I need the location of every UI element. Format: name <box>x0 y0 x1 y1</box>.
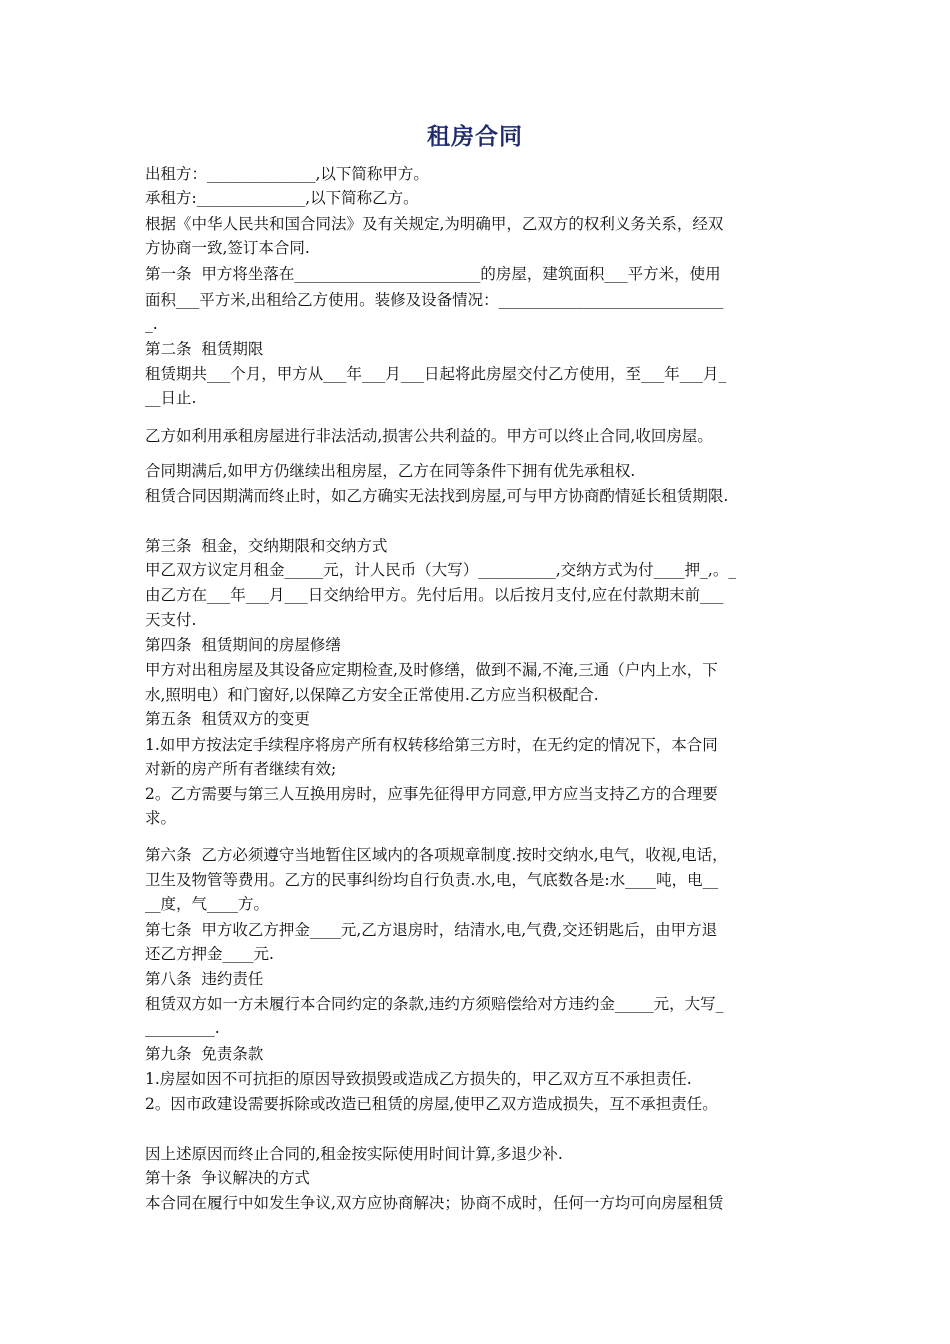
article-6-line-2: 卫生及物管等费用。乙方的民事纠纷均自行负责.水,电，气底数各是:水____吨，电__ <box>145 871 719 889</box>
lessor-line: 出租方：______________,以下简称甲方。 <box>145 165 429 183</box>
article-4-line-2: 水,照明电）和门窗好,以保障乙方安全正常使用.乙方应当积极配合. <box>145 686 599 704</box>
article-2-line-2: __日止. <box>145 389 197 407</box>
article-2-termination: 乙方如利用承租房屋进行非法活动,损害公共利益的。甲方可以终止合同,收回房屋。 <box>145 427 713 445</box>
article-2-renewal: 合同期满后,如甲方仍继续出租房屋，乙方在同等条件下拥有优先承租权. <box>145 462 636 480</box>
article-7-line-1: 第七条 甲方收乙方押金____元,乙方退房时，结清水,电,气费,交还钥匙后，由甲方退 <box>145 921 718 939</box>
article-10-heading: 第十条 争议解决的方式 <box>145 1169 310 1187</box>
article-10-line-1: 本合同在履行中如发生争议,双方应协商解决；协商不成时，任何一方均可向房屋租赁 <box>145 1194 724 1212</box>
article-8-heading: 第八条 违约责任 <box>145 970 264 988</box>
article-3-line-3: 天支付. <box>145 611 197 629</box>
article-3-line-1: 甲乙双方议定月租金_____元，计人民币（大写）__________,交纳方式为付____押_,。_ <box>145 561 737 579</box>
lessee-line: 承租方:______________,以下简称乙方。 <box>145 189 419 207</box>
article-5-line-3: 2。乙方需要与第三人互换用房时，应事先征得甲方同意,甲方应当支持乙方的合理要 <box>145 785 718 803</box>
article-8-line-2: _________. <box>145 1019 220 1037</box>
article-3-heading: 第三条 租金，交纳期限和交纳方式 <box>145 537 388 555</box>
article-2-line-1: 租赁期共___个月，甲方从___年___月___日起将此房屋交付乙方使用，至___年___月_ <box>145 365 727 383</box>
preamble-line-2: 方协商一致,签订本合同. <box>145 239 310 257</box>
article-8-line-1: 租赁双方如一方未履行本合同约定的条款,违约方须赔偿给对方违约金_____元，大写_ <box>145 995 724 1013</box>
article-6-line-1: 第六条 乙方必须遵守当地暂住区域内的各项规章制度.按时交纳水,电气，收视,电话， <box>145 846 728 864</box>
article-5-line-4: 求。 <box>145 809 177 827</box>
article-9-heading: 第九条 免责条款 <box>145 1045 264 1063</box>
article-1-line-3: _. <box>145 315 158 333</box>
article-4-line-1: 甲方对出租房屋及其设备应定期检查,及时修缮，做到不漏,不淹,三通（户内上水，下 <box>145 661 718 679</box>
article-2-heading: 第二条 租赁期限 <box>145 340 264 358</box>
article-1-line-2: 面积___平方米,出租给乙方使用。装修及设备情况：_____________________________ <box>145 291 724 309</box>
preamble-line-1: 根据《中华人民共和国合同法》及有关规定,为明确甲，乙双方的权利义务关系，经双 <box>145 215 724 233</box>
article-5-line-1: 1.如甲方按法定手续程序将房产所有权转移给第三方时，在无约定的情况下，本合同 <box>145 736 718 754</box>
article-9-line-2: 2。因市政建设需要拆除或改造已租赁的房屋,使甲乙双方造成损失，互不承担责任。 <box>145 1095 718 1113</box>
article-1-line-1: 第一条 甲方将坐落在________________________的房屋，建筑面积___平方米，使用 <box>145 265 721 283</box>
article-7-line-2: 还乙方押金____元. <box>145 945 274 963</box>
page-title: 租房合同 <box>427 124 523 150</box>
article-9-line-1: 1.房屋如因不可抗拒的原因导致损毁或造成乙方损失的，甲乙双方互不承担责任. <box>145 1070 692 1088</box>
article-9-line-3: 因上述原因而终止合同的,租金按实际使用时间计算,多退少补. <box>145 1145 563 1163</box>
article-5-heading: 第五条 租赁双方的变更 <box>145 710 310 728</box>
article-2-extension: 租赁合同因期满而终止时，如乙方确实无法找到房屋,可与甲方协商酌情延长租赁期限. <box>145 487 729 505</box>
article-6-line-3: __度，气____方。 <box>145 895 270 913</box>
article-3-line-2: 由乙方在___年___月___日交纳给甲方。先付后用。以后按月支付,应在付款期末前___ <box>145 586 724 604</box>
article-5-line-2: 对新的房产所有者继续有效; <box>145 760 337 778</box>
article-4-heading: 第四条 租赁期间的房屋修缮 <box>145 636 341 654</box>
